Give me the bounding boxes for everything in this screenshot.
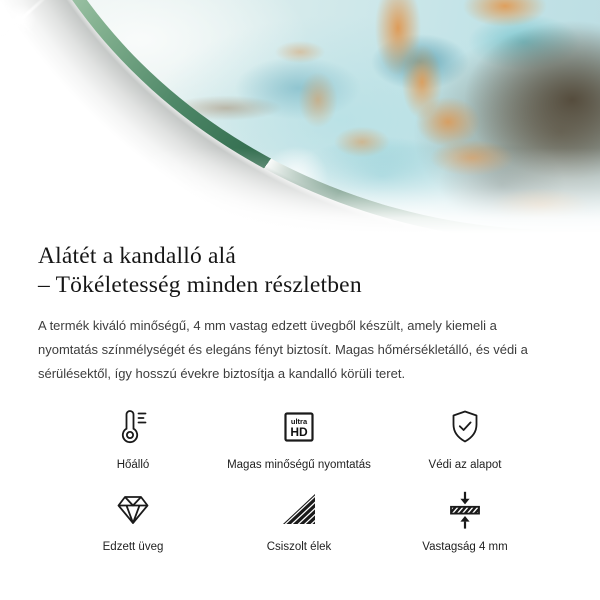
product-hero-image [0, 0, 600, 234]
ultra-hd-icon-text-bottom: HD [290, 425, 308, 439]
page-title-line2: – Tökéletesség minden részletben [38, 271, 362, 298]
ultra-hd-icon-text-top: ultra [290, 417, 308, 426]
feature-print-quality [216, 405, 382, 472]
feature-label: Csiszolt élek [266, 541, 332, 553]
feature-label: Magas minőségű nyomtatás [227, 459, 371, 471]
feature-label: Védi az alapot [428, 459, 502, 471]
feature-thickness [382, 487, 548, 554]
diamond-icon [111, 487, 155, 531]
feature-tempered-glass [50, 487, 216, 554]
feature-label: Vastagság 4 mm [422, 541, 508, 553]
page-title [38, 242, 560, 299]
feature-label: Edzett üveg [102, 541, 164, 553]
feature-protects-base [382, 405, 548, 472]
page-title-line1: Alátét a kandalló alá [38, 243, 236, 269]
ultra-hd-icon [277, 405, 321, 449]
product-description: A termék kiváló minőségű, 4 mm vastag edzett üvegből készült, amely kiemeli a nyomtatás színmélységét és elegáns fényt biztosít. Magas hőmérsékletálló, és védi a sérülésektől, így hosszú évekre biztosítja a kandalló körüli teret. [38, 318, 528, 381]
shield-check-icon [443, 405, 487, 449]
feature-heat-resistant [50, 405, 216, 472]
feature-grid [38, 405, 560, 554]
polished-edges-icon [277, 487, 321, 531]
hero-bottom-fade [0, 0, 600, 234]
product-info-section [0, 242, 600, 554]
feature-label: Hőálló [116, 459, 150, 471]
feature-polished-edges [216, 487, 382, 554]
thickness-4mm-icon [443, 487, 487, 531]
thermometer-icon [111, 405, 155, 449]
